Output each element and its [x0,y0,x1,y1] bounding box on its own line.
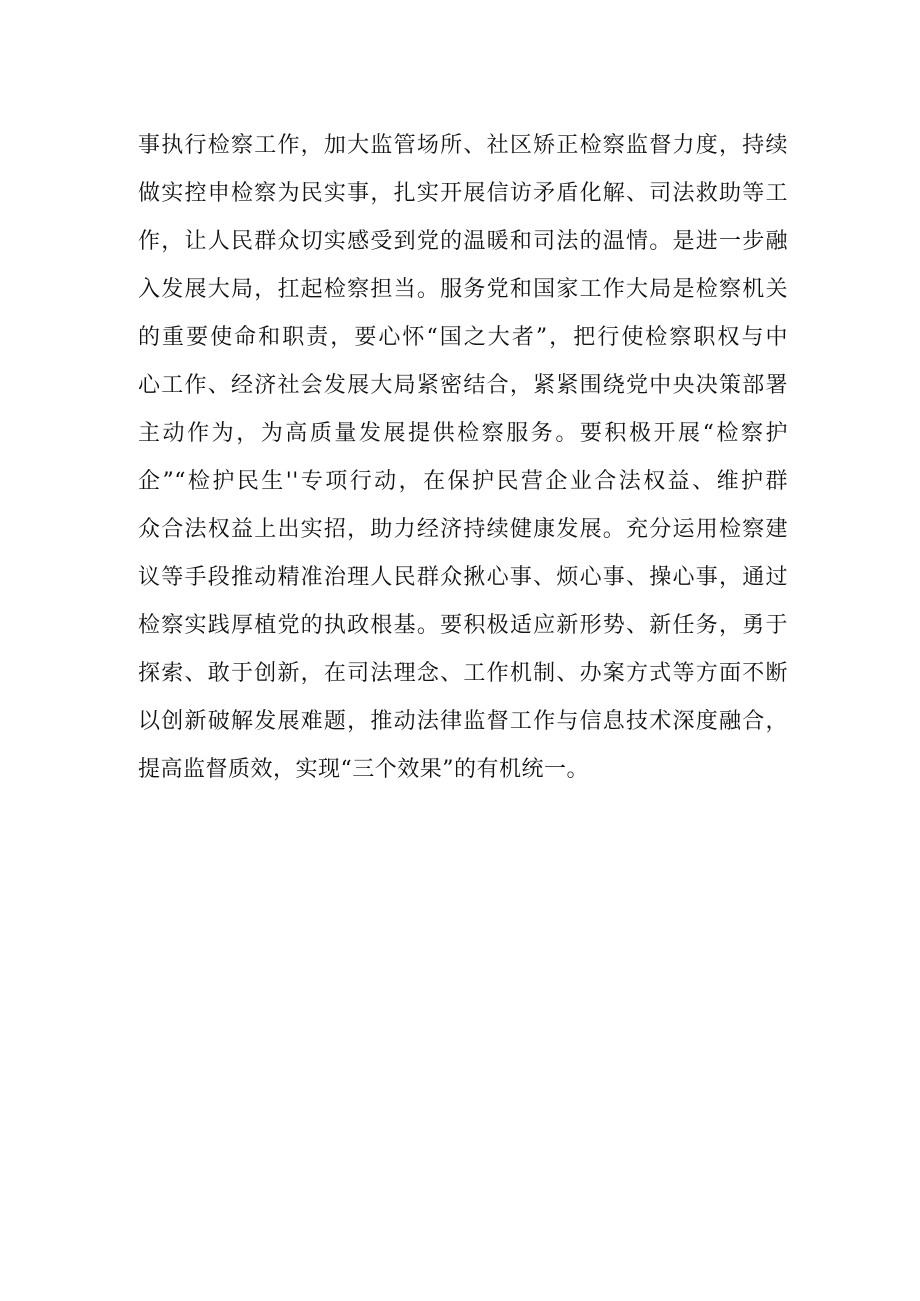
text-line-14: 提高监督质效，实现“三个效果”的有机统一。 [138,757,589,782]
text-line-13: 以创新破解发展难题，推动法律监督工作与信息技术深度融合， [138,709,788,734]
text-line-11: 检察实践厚植党的执政根基。要积极适应新形势、新任务，勇于 [138,613,788,638]
text-line-4: 入发展大局，扛起检察担当。服务党和国家工作大局是检察机关 [138,277,788,302]
text-line-7: 主动作为，为高质量发展提供检察服务。要积极开展“检察护 [138,421,788,446]
text-line-12: 探索、敢于创新，在司法理念、工作机制、办案方式等方面不断 [138,661,788,686]
text-line-8: 企”“检护民生''专项行动，在保护民营企业合法权益、维护群 [138,469,788,494]
text-line-9: 众合法权益上出实招，助力经济持续健康发展。充分运用检察建 [138,517,788,542]
text-line-6: 心工作、经济社会发展大局紧密结合，紧紧围绕党中央决策部署 [138,373,788,398]
text-line-10: 议等手段推动精准治理人民群众揪心事、烦心事、操心事，通过 [138,565,788,590]
text-line-2: 做实控申检察为民实事，扎实开展信访矛盾化解、司法救助等工 [138,181,788,206]
text-line-3: 作，让人民群众切实感受到党的温暖和司法的温情。是进一步融 [138,229,788,254]
text-line-1: 事执行检察工作，加大监管场所、社区矫正检察监督力度，持续 [138,133,788,158]
body-text [138,122,788,794]
text-line-5: 的重要使命和职责，要心怀“国之大者”，把行使检察职权与中 [138,325,788,350]
